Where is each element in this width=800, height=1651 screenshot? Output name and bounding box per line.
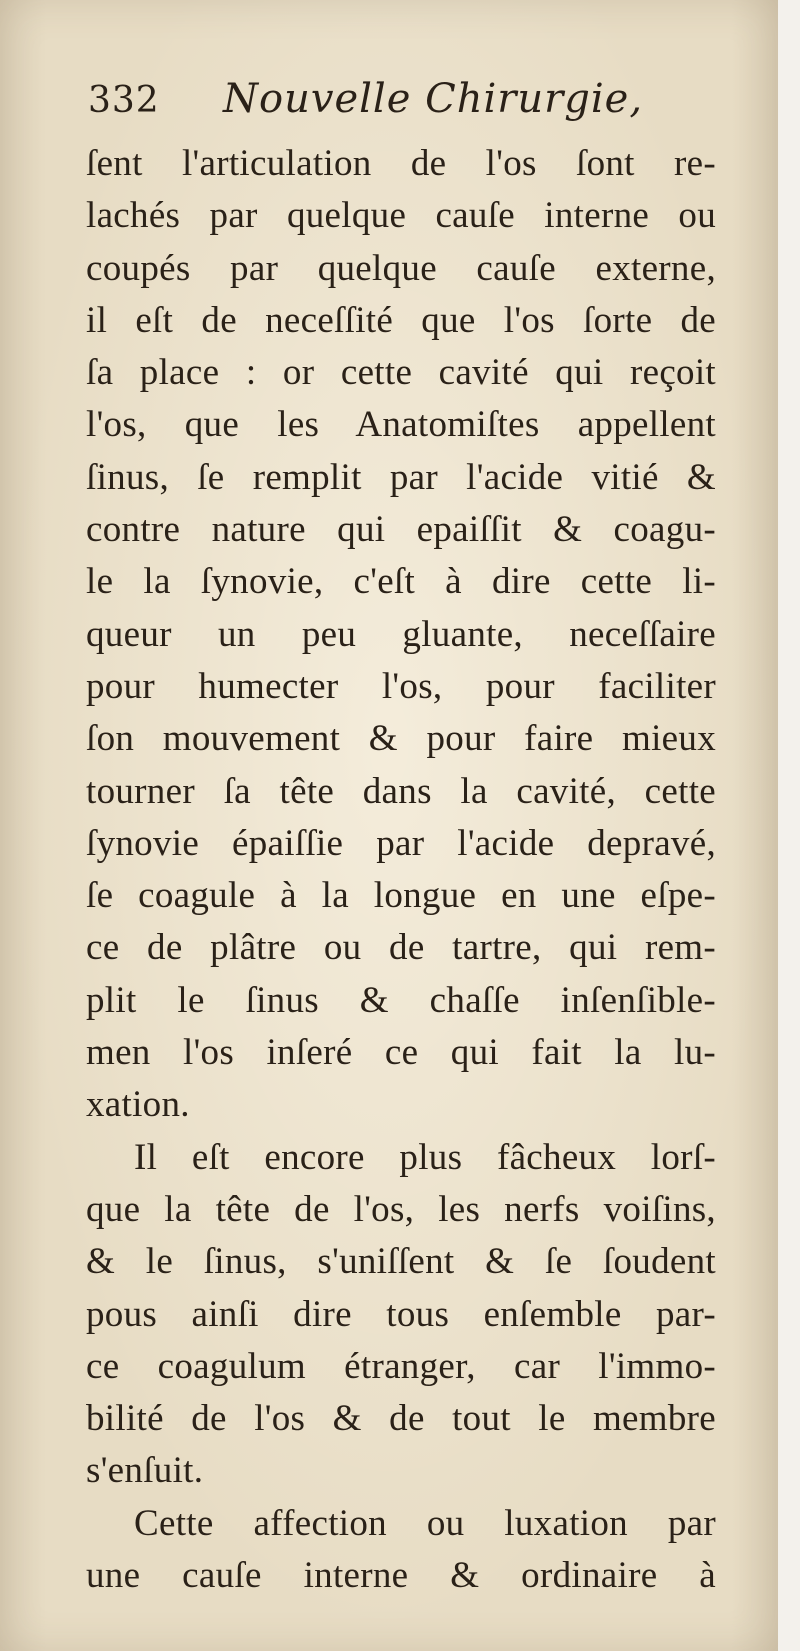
text-line: men l'os inſeré ce qui fait la lu- xyxy=(86,1032,716,1074)
page-number: 332 xyxy=(88,80,160,121)
text-line: coupés par quelque cauſe externe, xyxy=(86,247,716,289)
text-line: ſynovie épaiſſie par l'acide depravé, xyxy=(86,822,716,864)
text-line: ſe coagule à la longue en une eſpe- xyxy=(86,875,716,917)
text-line: plit le ſinus & chaſſe inſenſible- xyxy=(86,979,716,1021)
text-line: pous ainſi dire tous enſemble par- xyxy=(86,1293,716,1335)
paragraph-start-line: Cette affection ou luxation par xyxy=(134,1502,716,1544)
text-line: queur un peu gluante, neceſſaire xyxy=(86,613,716,655)
body-text xyxy=(86,138,716,1602)
text-line: & le ſinus, s'uniſſent & ſe ſoudent xyxy=(86,1241,716,1283)
text-line: ſinus, ſe remplit par l'acide vitié & xyxy=(86,456,716,498)
text-line: ſent l'articulation de l'os ſont re- xyxy=(86,143,716,184)
text-line: une cauſe interne & ordinaire à xyxy=(86,1555,716,1597)
text-line: ce coagulum étranger, car l'immo- xyxy=(86,1345,716,1387)
text-line: il eſt de neceſſité que l'os ſorte de xyxy=(86,299,716,341)
text-line: pour humecter l'os, pour faciliter xyxy=(86,665,716,707)
text-line: contre nature qui epaiſſit & coagu- xyxy=(86,509,716,551)
paragraph-end-line: s'enſuit. xyxy=(86,1450,204,1492)
text-line: lachés par quelque cauſe interne ou xyxy=(86,195,716,237)
text-line: ſa place : or cette cavité qui reçoit xyxy=(86,352,716,394)
paragraph-end-line: xation. xyxy=(86,1084,190,1126)
running-title: Nouvelle Chirurgie, xyxy=(223,76,644,122)
text-line: tourner ſa tête dans la cavité, cette xyxy=(86,770,716,812)
paragraph-start-line: Il eſt encore plus fâcheux lorſ- xyxy=(134,1136,716,1178)
page-header xyxy=(88,72,708,142)
page-margin-edge xyxy=(778,0,800,1651)
text-line: l'os, que les Anatomiſtes appellent xyxy=(86,404,716,446)
text-line: ce de plâtre ou de tartre, qui rem- xyxy=(86,927,716,969)
text-line: que la tête de l'os, les nerfs voiſins, xyxy=(86,1188,716,1230)
text-line: le la ſynovie, c'eſt à dire cette li- xyxy=(86,561,716,603)
text-line: bilité de l'os & de tout le membre xyxy=(86,1398,716,1440)
text-line: ſon mouvement & pour faire mieux xyxy=(86,718,716,760)
